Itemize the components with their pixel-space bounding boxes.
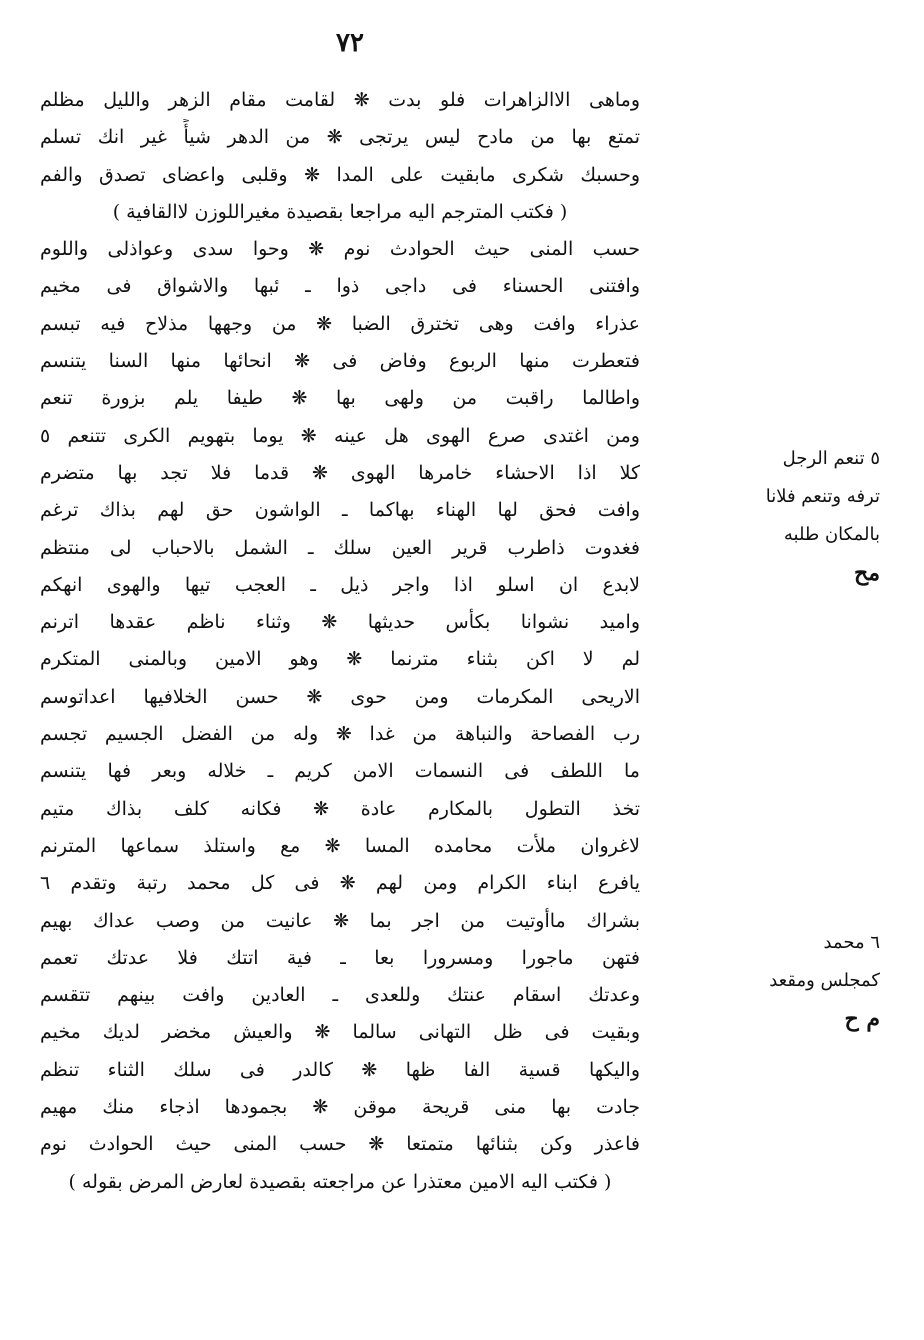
margin-note-source: مح — [854, 560, 880, 586]
margin-note-6 — [680, 924, 880, 1038]
verse-line: الاريحى المكرمات ومن حوى ❋ حسن الخلافيها اعداتوسم — [40, 685, 640, 708]
verse-line: جادت بها منى قريحة موقن ❋ بجمودها اذجاء منك مهيم — [40, 1096, 640, 1119]
section-heading: ( فكتب اليه الامين معتذرا عن مراجعته بقصيدة لعارض المرض بقوله ) — [68, 1170, 612, 1193]
verse-line: حسب المنى حيث الحوادث نوم ❋ وحوا سدى وعواذلى واللوم — [40, 238, 640, 261]
verse-line: وبقيت فى ظل التهانى سالما ❋ والعيش مخضر لديك مخيم — [40, 1021, 640, 1044]
margin-note-5 — [680, 440, 880, 592]
verse-line: تخذ التطول بالمكارم عادة ❋ فكانه كلف بذاك متيم — [40, 797, 640, 820]
margin-note-line: كمجلس ومقعد — [769, 970, 880, 991]
verse-line: لم لا اكن بثناء مترنما ❋ وهو الامين وبالمنى المتكرم — [40, 648, 640, 671]
verse-line: واليكها قسية الفا ظها ❋ كالدر فى سلك الثناء تنظم — [40, 1058, 640, 1081]
verse-line: ومن اغتدى صرع الهوى هل عينه ❋ يوما بتهويم الكرى تتنعم ٥ — [40, 424, 640, 447]
verse-line: ما اللطف فى النسمات الامن كريم ـ خلاله وبعر فها يتنسم — [40, 760, 640, 783]
poem-text-block — [40, 82, 640, 1201]
verse-line: وعدتك اسقام عنتك وللعدى ـ العادين وافت بينهم تتقسم — [40, 984, 640, 1007]
verse-line: وافت فحق لها الهناء بهاكما ـ الواشون حق لهم بذاك ترغم — [40, 499, 640, 522]
verse-line: بشراك ماأوتيت من اجر بما ❋ عانيت من وصب عداك بهيم — [40, 909, 640, 932]
margin-note-line: بالمكان طلبه — [783, 524, 880, 545]
verse-line: فغدوت ذاطرب قرير العين سلك ـ الشمل بالاحباب لى منتظم — [40, 536, 640, 559]
margin-note-line: ٥ تنعم الرجل — [782, 448, 880, 469]
verse-line: فاعذر وكن بثنائها متمتعا ❋ حسب المنى حيث الحوادث نوم — [40, 1133, 640, 1156]
verse-line: واطالما راقبت من ولهى بها ❋ طيفا يلم بزورة تنعم — [40, 387, 640, 410]
verse-line: كلا اذا الاحشاء خامرها الهوى ❋ قدما فلا تجد بها متضرم — [40, 461, 640, 484]
verse-line: فتعطرت منها الربوع وفاض فى ❋ انحائها منها السنا يتنسم — [40, 350, 640, 373]
verse-line: رب الفصاحة والنباهة من غدا ❋ وله من الفضل الجسيم تجسم — [40, 723, 640, 746]
verse-line: فتهن ماجورا ومسرورا بعا ـ فية اتتك فلا عدتك تعمم — [40, 946, 640, 969]
verse-line: لابدع ان اسلو اذا واجر ذيل ـ العجب تيها والهوى انهكم — [40, 573, 640, 596]
verse-line: واميد نشوانا بكأس حديثها ❋ وثناء ناظم عقدها اترنم — [40, 611, 640, 634]
margin-note-line: ٦ محمد — [823, 932, 880, 953]
page-number: ٧٢ — [336, 28, 364, 58]
verse-line: لاغروان ملأت محامده المسا ❋ مع واستلذ سماعها المترنم — [40, 834, 640, 857]
verse-line: وماهى الاالزاهرات فلو بدت ❋ لقامت مقام الزهر والليل مظلم — [40, 89, 640, 111]
section-heading: ( فكتب المترجم اليه مراجعا بقصيدة مغيراللوزن لاالقافية ) — [112, 200, 568, 223]
verse-line: وافتنى الحسناء فى داجى ذوا ـ ئبها والاشواق فى مخيم — [40, 275, 640, 298]
verse-line: عذراء وافت وهى تخترق الضبا ❋ من وجهها مذلاح فيه تبسم — [40, 312, 640, 335]
verse-line: تمتع بها من مادح ليس يرتجى ❋ من الدهر شيأً غير انك تسلم — [40, 126, 640, 149]
margin-note-source: م ح — [844, 1006, 880, 1032]
margin-note-line: ترفه وتنعم فلانا — [765, 486, 880, 507]
verse-line: وحسبك شكرى مابقيت على المدا ❋ وقلبى واعضاى تصدق والفم — [40, 163, 640, 186]
verse-line: يافرع ابناء الكرام ومن لهم ❋ فى كل محمد رتبة وتقدم ٦ — [40, 872, 640, 895]
